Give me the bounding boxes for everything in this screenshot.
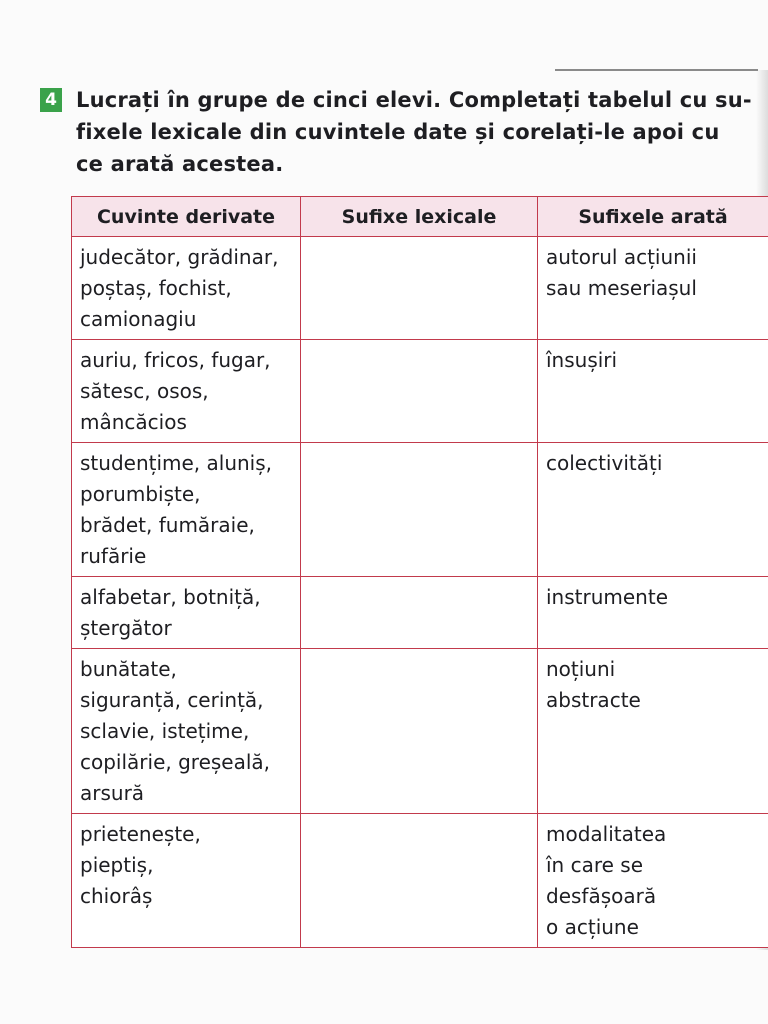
derived-words-cell: bunătate, siguranță, cerință, sclavie, istețime, copilărie, greșeală, arsură [72,649,301,814]
suffix-answer-cell[interactable] [301,237,538,340]
suffix-answer-cell[interactable] [301,814,538,948]
suffix-answer-cell[interactable] [301,443,538,577]
header-suffix-meaning: Sufixele arată [538,197,768,237]
header-derived-words: Cuvinte derivate [72,197,301,237]
exercise-number-badge: 4 [40,88,62,112]
table-row [72,814,768,948]
meaning-cell: instrumente [538,577,768,649]
meaning-cell: modalitatea în care se desfășoară o acțiune [538,814,768,948]
header-lexical-suffixes: Sufixe lexicale [301,197,538,237]
meaning-cell: însușiri [538,340,768,443]
meaning-cell: colectivități [538,443,768,577]
table-row [72,443,768,577]
table-header-row [72,197,768,237]
meaning-cell: noțiuni abstracte [538,649,768,814]
derived-words-cell: judecător, grădinar, poștaș, fochist, camionagiu [72,237,301,340]
derived-words-cell: studențime, aluniș, porumbiște, brădet, fumăraie, rufărie [72,443,301,577]
suffix-answer-cell[interactable] [301,340,538,443]
table-row [72,577,768,649]
derived-words-cell: alfabetar, botniță, ștergător [72,577,301,649]
table-row [72,237,768,340]
meaning-cell: autorul acțiunii sau meseriașul [538,237,768,340]
suffix-answer-cell[interactable] [301,577,538,649]
suffix-answer-cell[interactable] [301,649,538,814]
derived-words-cell: auriu, fricos, fugar, sătesc, osos, mâncăcios [72,340,301,443]
derived-words-cell: prietenește, pieptiș, chiorâș [72,814,301,948]
suffix-table [71,196,768,948]
top-rule [555,69,758,71]
table-row [72,649,768,814]
table-row [72,340,768,443]
exercise-instructions: Lucrați în grupe de cinci elevi. Completați tabelul cu su- fixele lexicale din cuvintele date și corelați-le apoi cu ce arată acestea. [76,88,752,176]
